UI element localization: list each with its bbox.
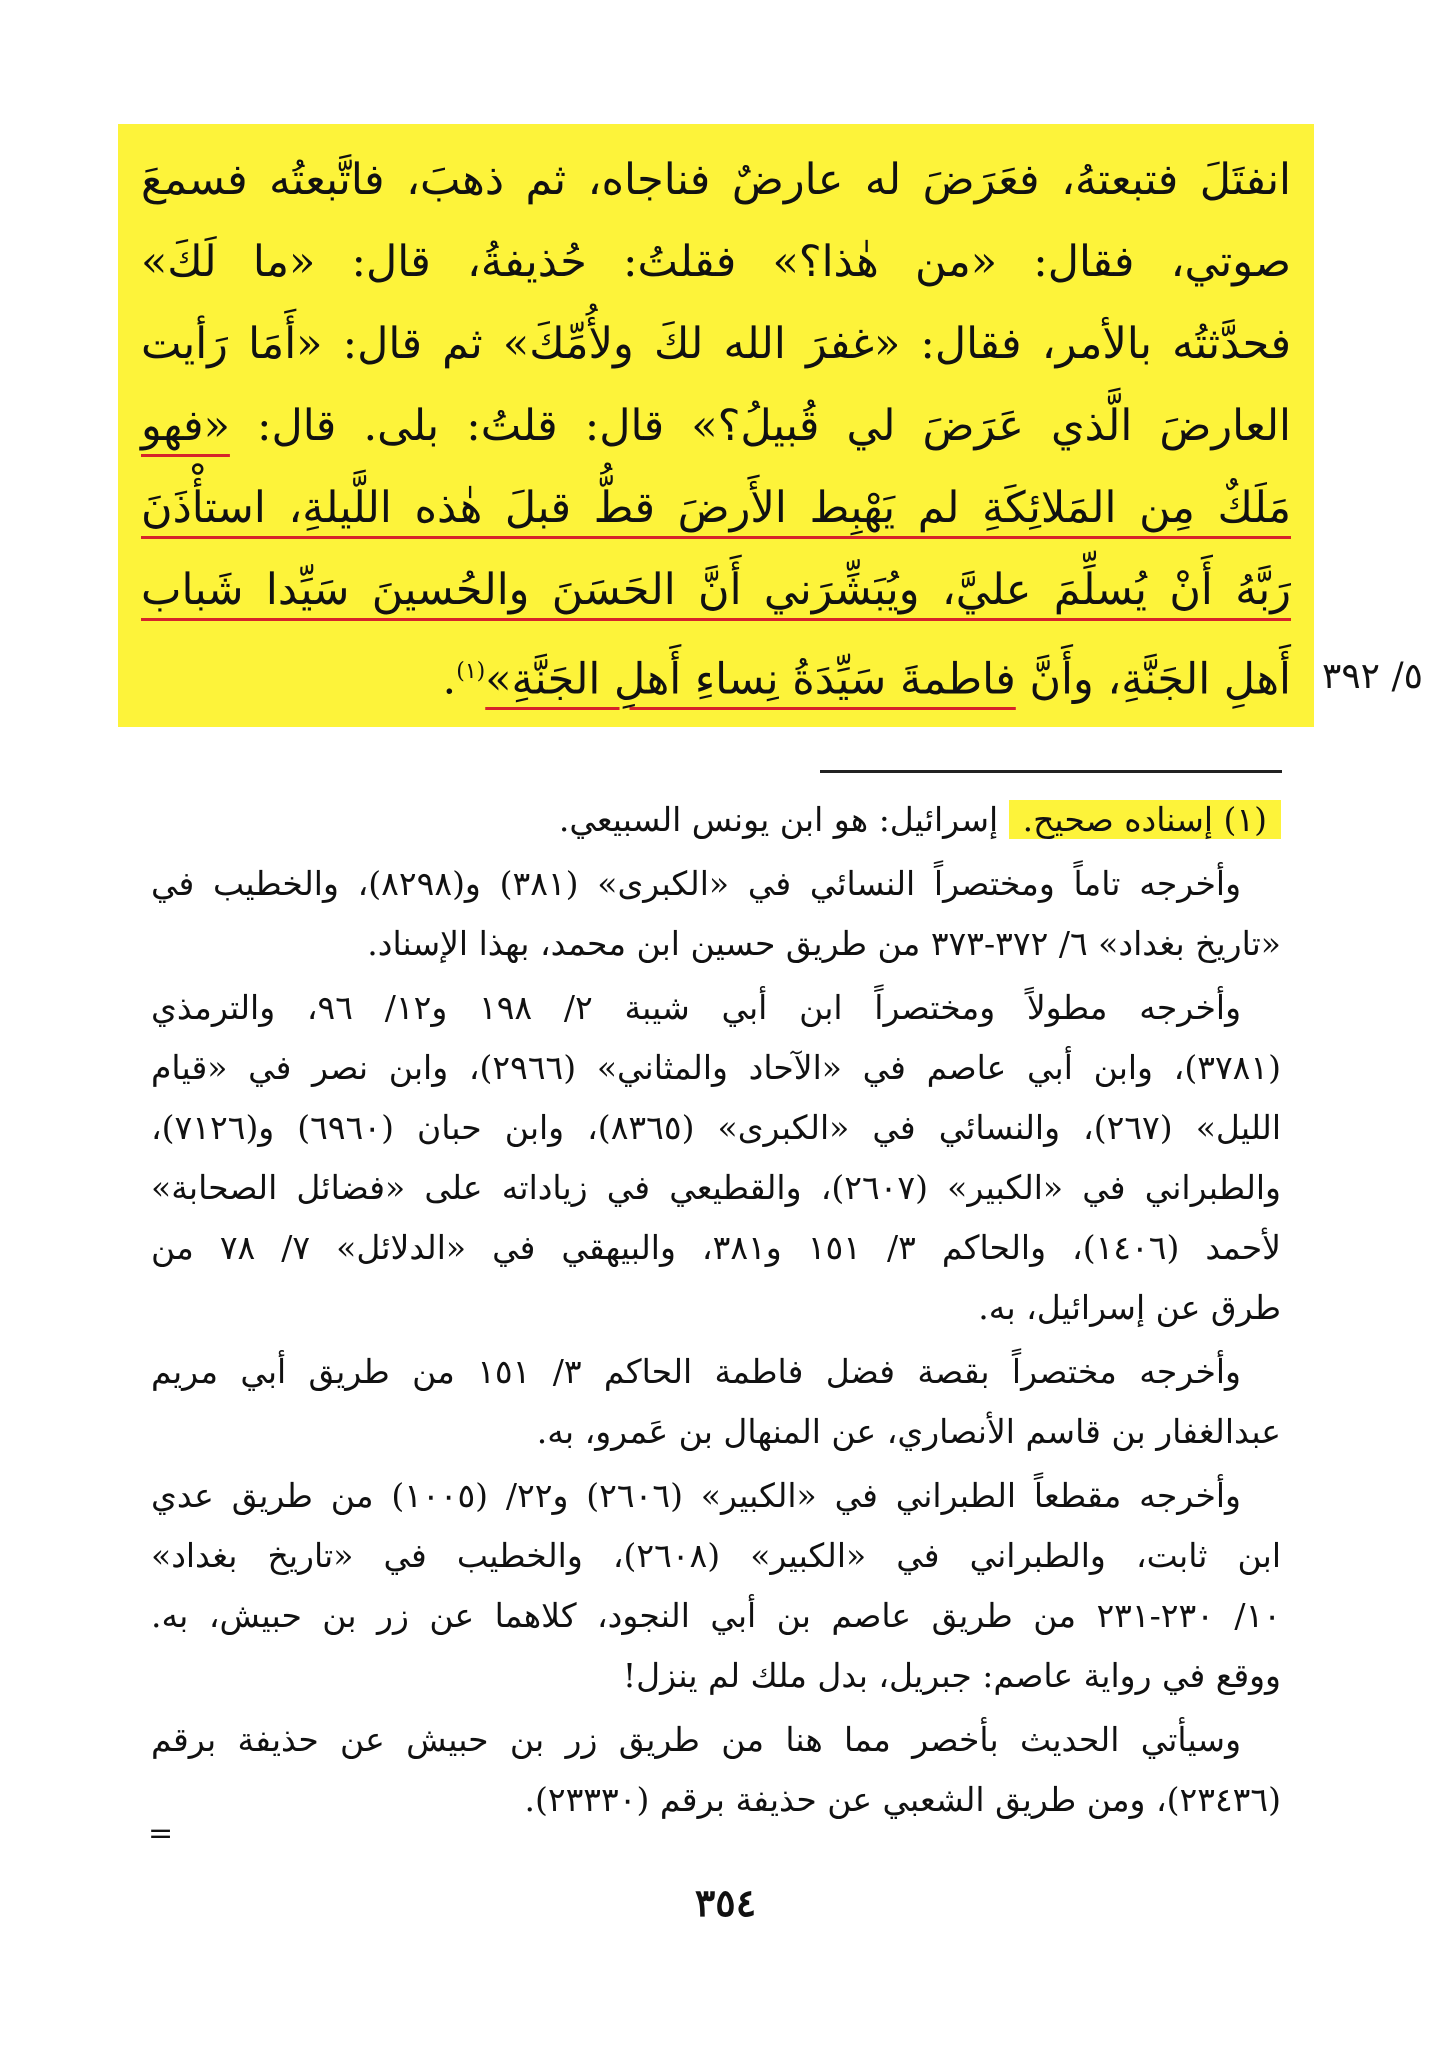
main-text-line-5: مَلَكٌ مِن المَلائِكَةِ لم يَهْبِط الأَرضَ قطُّ قبلَ هٰذه اللَّيلةِ، استأْذَنَ (141, 483, 1291, 533)
footnote-line: لأحمد (١٤٠٦)، والحاكم ٣/ ١٥١ و٣٨١، والبيهقي في «الدلائل» ٧/ ٧٨ من (151, 1228, 1282, 1267)
main-text-line-2: صوتي، فقال: «من هٰذا؟» فقلتُ: حُذيفةُ، قال: «ما لَكَ» (141, 237, 1291, 287)
footnote-line: (٢٣٤٣٦)، ومن طريق الشعبي عن حذيفة برقم (٢٣٣٣٠). (524, 1780, 1281, 1819)
footnote-line: ووقع في رواية عاصم: جبريل، بدل ملك لم ينزل! (622, 1656, 1281, 1695)
main-text-line-7 (141, 642, 1291, 709)
main-text-line-4-plain: العارضَ الَّذي عَرَضَ لي قُبيلُ؟» قال: قلتُ: بلى. قال: (229, 401, 1291, 451)
footnote-marker: (١) (456, 659, 486, 684)
main-text-line-6: رَبَّهُ أَنْ يُسلِّمَ عليَّ، ويُبَشِّرَني أَنَّ الحَسَنَ والحُسينَ سَيِّدا شَباب (141, 565, 1291, 615)
footnote-line: وأخرجه تاماً ومختصراً النسائي في «الكبرى» (٣٨١) و(٨٢٩٨)، والخطيب في (151, 864, 1241, 903)
continuation-mark: = (148, 1816, 174, 1851)
footnote-line: (٣٧٨١)، وابن أبي عاصم في «الآحاد والمثاني» (٢٩٦٦)، وابن نصر في «قيام (151, 1048, 1281, 1087)
main-text-line-3: فحدَّثتُه بالأمر، فقال: «غفرَ الله لكَ ولأُمِّكَ» ثم قال: «أَمَا رَأيت (141, 319, 1291, 369)
footnote-line: ابن ثابت، والطبراني في «الكبير» (٢٦٠٨)، والخطيب في «تاريخ بغداد» (151, 1536, 1281, 1575)
footnote-line: ١٠/ ٢٣٠-٢٣١ من طريق عاصم بن أبي النجود، كلاهما عن زر بن حبيش، به. (151, 1596, 1282, 1635)
footnote-line: وأخرجه مطولاً ومختصراً ابن أبي شيبة ٢/ ١٩٨ و١٢/ ٩٦، والترمذي (151, 988, 1242, 1027)
page-number: ٣٥٤ (694, 1880, 757, 1925)
footnote-line: وسيأتي الحديث بأخصر مما هنا من طريق زر بن حبيش عن حذيفة برقم (151, 1720, 1241, 1759)
footnote-line: طرق عن إسرائيل، به. (978, 1288, 1281, 1327)
margin-reference: ٥/ ٣٩٢ (1322, 656, 1423, 697)
underlined-phrase-end: فاطمةَ سَيِّدَةُ نِساءِ أَهلِ الجَنَّةِ» (485, 654, 1016, 705)
footnote-line: عبدالغفار بن قاسم الأنصاري، عن المنهال بن عَمرو، به. (536, 1412, 1281, 1451)
footnote-grade-highlight: (١) إسناده صحيح. (1009, 800, 1281, 839)
footnote-line: وأخرجه مقطعاً الطبراني في «الكبير» (٢٦٠٦) و٢٢/ (١٠٠٥) من طريق عدي (151, 1476, 1241, 1515)
footnote-1-rest: إسرائيل: هو ابن يونس السبيعي. (558, 800, 1009, 839)
footnote-line: «تاريخ بغداد» ٦/ ٣٧٢-٣٧٣ من طريق حسين ابن محمد، بهذا الإسناد. (367, 924, 1281, 963)
footnote-line: الليل» (٢٦٧)، والنسائي في «الكبرى» (٨٣٦٥)، وابن حبان (٦٩٦٠) و(٧١٢٦)، (151, 1108, 1281, 1147)
underlined-phrase: «فهو (141, 401, 230, 451)
footnote-1-line-1 (151, 798, 1281, 842)
main-text-line-7-plain: أَهلِ الجَنَّةِ، وأَنَّ (1015, 654, 1291, 705)
end-period: . (442, 654, 457, 705)
footnote-line: وأخرجه مختصراً بقصة فضل فاطمة الحاكم ٣/ ١٥١ من طريق أبي مريم (151, 1352, 1241, 1391)
main-text-line-1: انفتَلَ فتبعتهُ، فعَرَضَ له عارضٌ فناجاه، ثم ذهبَ، فاتَّبعتُه فسمعَ (141, 155, 1291, 205)
footnote-divider (820, 770, 1282, 773)
main-text-line-4 (141, 396, 1291, 456)
footnote-line: والطبراني في «الكبير» (٢٦٠٧)، والقطيعي في زياداته على «فضائل الصحابة» (151, 1168, 1281, 1207)
